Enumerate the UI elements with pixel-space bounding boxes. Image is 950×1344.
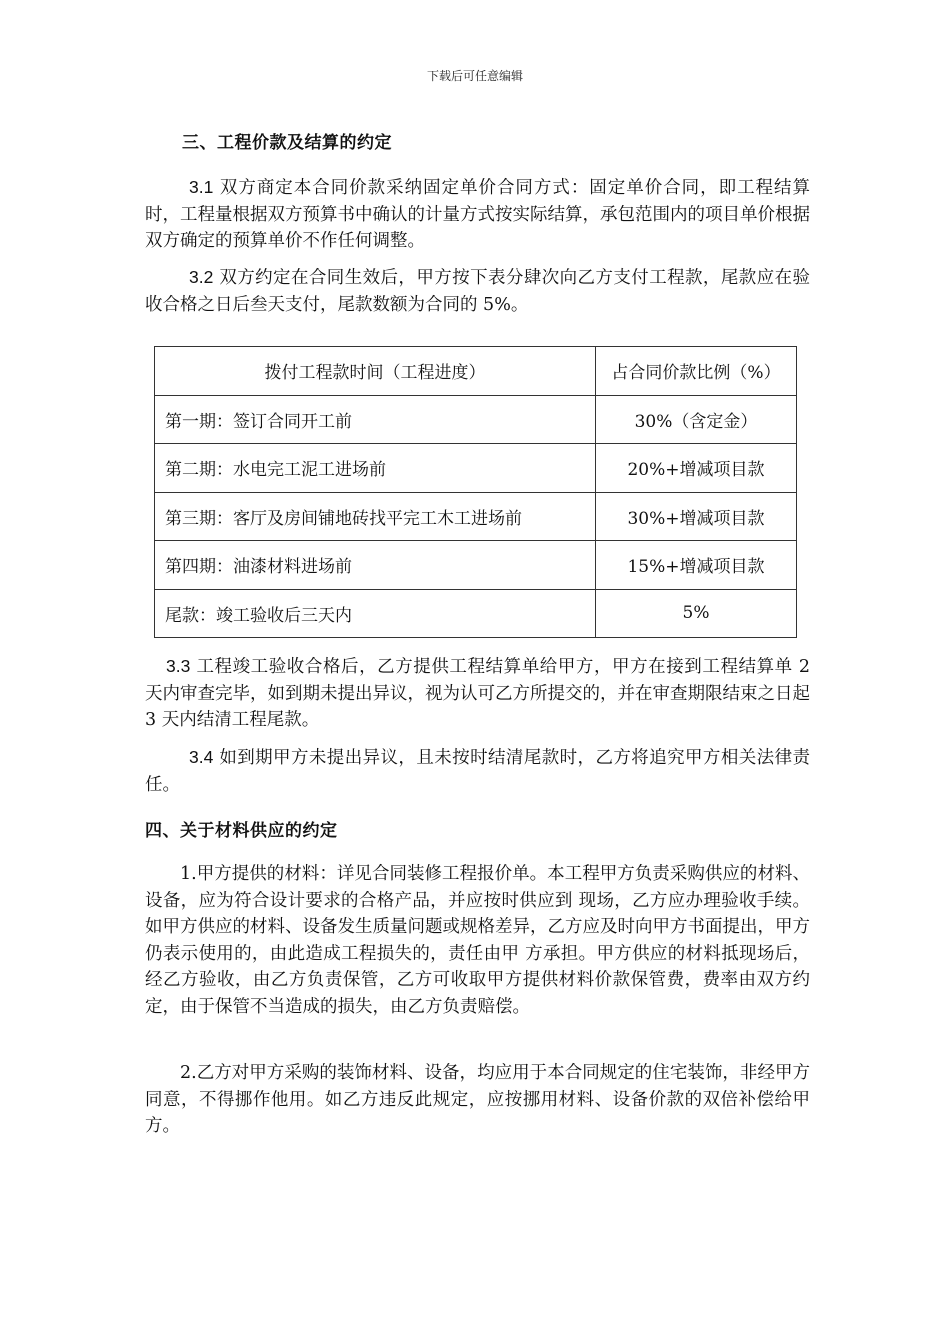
clause-3-1 — [145, 174, 810, 255]
header-note: 下载后可任意编辑 — [426, 69, 523, 83]
table-cell-ratio: 5% — [596, 589, 797, 638]
clause-3-1-number: 3.1 — [189, 177, 214, 197]
material-clause-1: 1.甲方提供的材料：详见合同装修工程报价单。本工程甲方负责采购供应的材料、设备，应为符合设计要求的合格产品，并应按时供应到 现场，乙方应办理验收手续。如甲方供应的材料、设备发生质量问题或规格差异，乙方应及时向甲方书面提出，甲方仍表示使用的，由此造成工程损失的，责任由甲 方承担。甲方供应的材料抵现场后，经乙方验收，由乙方负责保管，乙方可收取甲方提供材料价款保管费，费率由双方约定，由于保管不当造成的损失，由乙方负责赔偿。 — [145, 864, 810, 1017]
table-cell-ratio: 30%+增减项目款 — [596, 492, 797, 541]
payment-schedule-table — [154, 346, 797, 638]
table-cell-stage: 第三期：客厅及房间铺地砖找平完工木工进场前 — [155, 492, 596, 541]
column-header-time: 拨付工程款时间（工程进度） — [155, 347, 596, 396]
clause-3-4-text: 如到期甲方未提出异议，且未按时结清尾款时，乙方将追究甲方相关法律责任。 — [145, 748, 810, 795]
clause-3-3 — [145, 653, 810, 734]
material-clause-2: 2.乙方对甲方采购的装饰材料、设备，均应用于本合同规定的住宅装饰，非经甲方同意，不得挪作他用。如乙方违反此规定，应按挪用材料、设备价款的双倍补偿给甲方。 — [145, 1063, 810, 1136]
clause-3-3-number: 3.3 — [166, 656, 191, 676]
table-row — [155, 541, 797, 590]
clause-3-3-text: 工程竣工验收合格后，乙方提供工程结算单给甲方，甲方在接到工程结算单 2 天内审查完毕，如到期未提出异议，视为认可乙方所提交的，并在审查期限结束之日起 3 天内结清工程尾款。 — [145, 657, 810, 730]
clause-3-2 — [145, 264, 810, 318]
table-row — [155, 589, 797, 638]
table-cell-ratio: 15%+增减项目款 — [596, 541, 797, 590]
table-header-row — [155, 347, 797, 396]
clause-3-4 — [145, 744, 810, 798]
table-row — [155, 395, 797, 444]
column-header-ratio: 占合同价款比例（%） — [596, 347, 797, 396]
table-cell-stage: 第四期：油漆材料进场前 — [155, 541, 596, 590]
table-cell-ratio: 20%+增减项目款 — [596, 444, 797, 493]
clause-3-4-number: 3.4 — [189, 747, 214, 767]
table-row — [155, 444, 797, 493]
clause-3-1-text: 双方商定本合同价款采纳固定单价合同方式：固定单价合同，即工程结算时，工程量根据双方预算书中确认的计量方式按实际结算，承包范围内的项目单价根据双方确定的预算单价不作任何调整。 — [145, 178, 810, 251]
table-cell-stage: 第二期：水电完工泥工进场前 — [155, 444, 596, 493]
table-row — [155, 492, 797, 541]
table-cell-ratio: 30%（含定金） — [596, 395, 797, 444]
clause-3-2-number: 3.2 — [189, 267, 214, 287]
clause-3-2-text: 双方约定在合同生效后，甲方按下表分肆次向乙方支付工程款，尾款应在验收合格之日后叁天支付，尾款数额为合同的 5%。 — [145, 268, 810, 315]
section-3-heading: 三、工程价款及结算的约定 — [182, 133, 392, 153]
table-cell-stage: 第一期：签订合同开工前 — [155, 395, 596, 444]
table-cell-stage: 尾款：竣工验收后三天内 — [155, 589, 596, 638]
section-4-heading: 四、关于材料供应的约定 — [145, 821, 338, 841]
